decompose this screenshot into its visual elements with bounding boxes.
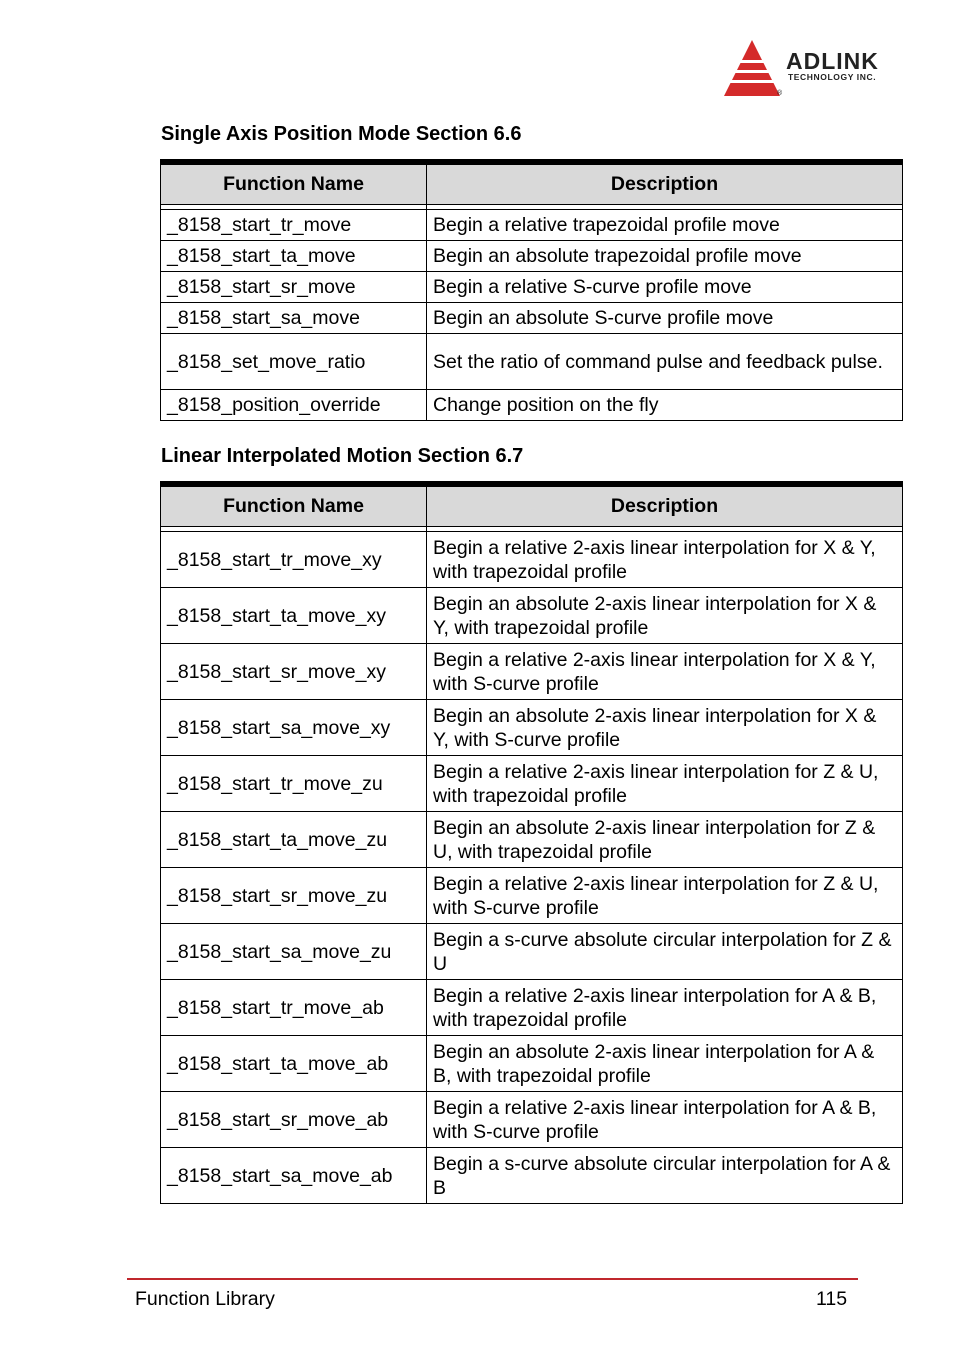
table-row <box>161 700 903 756</box>
description-cell: Change position on the fly <box>427 390 903 421</box>
description-cell: Begin a relative 2-axis linear interpolation for A & B, with trapezoidal profile <box>427 980 903 1036</box>
function-name-cell: _8158_position_override <box>161 390 427 421</box>
table-row <box>161 241 903 272</box>
description-cell: Begin a s-curve absolute circular interpolation for Z & U <box>427 924 903 980</box>
description-cell: Begin an absolute S-curve profile move <box>427 303 903 334</box>
single-axis-function-table <box>160 159 903 421</box>
table-row <box>161 1092 903 1148</box>
column-header-function-name: Function Name <box>161 162 427 205</box>
column-header-function-name: Function Name <box>161 484 427 527</box>
table-row <box>161 980 903 1036</box>
section-title-linear-interpolated: Linear Interpolated Motion Section 6.7 <box>161 445 524 467</box>
function-name-cell: _8158_start_tr_move_zu <box>161 756 427 812</box>
description-cell: Begin a relative 2-axis linear interpolation for Z & U, with S-curve profile <box>427 868 903 924</box>
table-row <box>161 390 903 421</box>
adlink-logo <box>722 38 912 100</box>
column-header-description: Description <box>427 162 903 205</box>
function-name-cell: _8158_set_move_ratio <box>161 334 427 390</box>
description-cell: Begin a relative 2-axis linear interpolation for X & Y, with S-curve profile <box>427 644 903 700</box>
function-name-cell: _8158_start_sa_move_zu <box>161 924 427 980</box>
description-cell: Begin an absolute 2-axis linear interpolation for X & Y, with trapezoidal profile <box>427 588 903 644</box>
table-row <box>161 868 903 924</box>
description-cell: Begin a relative trapezoidal profile move <box>427 210 903 241</box>
table-row <box>161 334 903 390</box>
description-cell: Begin an absolute 2-axis linear interpolation for X & Y, with S-curve profile <box>427 700 903 756</box>
footer-chapter-title: Function Library <box>135 1288 275 1310</box>
description-cell: Begin a relative S-curve profile move <box>427 272 903 303</box>
function-name-cell: _8158_start_tr_move_ab <box>161 980 427 1036</box>
description-cell: Begin an absolute 2-axis linear interpolation for Z & U, with trapezoidal profile <box>427 812 903 868</box>
function-name-cell: _8158_start_sr_move_xy <box>161 644 427 700</box>
table-row <box>161 1036 903 1092</box>
function-name-cell: _8158_start_sa_move_xy <box>161 700 427 756</box>
page-number: 115 <box>816 1288 848 1310</box>
function-name-cell: _8158_start_tr_move_xy <box>161 532 427 588</box>
table-row <box>161 210 903 241</box>
description-cell: Begin an absolute 2-axis linear interpolation for A & B, with trapezoidal profile <box>427 1036 903 1092</box>
description-cell: Begin a s-curve absolute circular interpolation for A & B <box>427 1148 903 1204</box>
function-name-cell: _8158_start_sr_move_ab <box>161 1092 427 1148</box>
logo-wordmark: ADLINK <box>786 48 879 74</box>
function-name-cell: _8158_start_sr_move_zu <box>161 868 427 924</box>
table-row <box>161 644 903 700</box>
linear-interpolation-function-table <box>160 481 903 1204</box>
description-cell: Begin a relative 2-axis linear interpolation for A & B, with S-curve profile <box>427 1092 903 1148</box>
table-row <box>161 1148 903 1204</box>
description-cell: Begin a relative 2-axis linear interpolation for Z & U, with trapezoidal profile <box>427 756 903 812</box>
function-name-cell: _8158_start_sa_move_ab <box>161 1148 427 1204</box>
description-cell: Begin a relative 2-axis linear interpolation for X & Y, with trapezoidal profile <box>427 532 903 588</box>
column-header-description: Description <box>427 484 903 527</box>
table-row <box>161 588 903 644</box>
triangle-logo-icon <box>722 38 782 100</box>
table-row <box>161 812 903 868</box>
function-name-cell: _8158_start_ta_move_xy <box>161 588 427 644</box>
function-name-cell: _8158_start_ta_move_zu <box>161 812 427 868</box>
logo-subtext: TECHNOLOGY INC. <box>788 72 877 82</box>
function-name-cell: _8158_start_sa_move <box>161 303 427 334</box>
footer-divider <box>127 1278 858 1280</box>
table-header-row <box>161 484 903 527</box>
table-row <box>161 532 903 588</box>
table-row <box>161 303 903 334</box>
description-cell: Begin an absolute trapezoidal profile move <box>427 241 903 272</box>
function-name-cell: _8158_start_tr_move <box>161 210 427 241</box>
table-header-row <box>161 162 903 205</box>
table-row <box>161 924 903 980</box>
function-name-cell: _8158_start_sr_move <box>161 272 427 303</box>
table-row <box>161 756 903 812</box>
section-title-single-axis: Single Axis Position Mode Section 6.6 <box>161 123 522 145</box>
registered-mark: ® <box>777 90 783 97</box>
table-row <box>161 272 903 303</box>
function-name-cell: _8158_start_ta_move <box>161 241 427 272</box>
function-name-cell: _8158_start_ta_move_ab <box>161 1036 427 1092</box>
description-cell: Set the ratio of command pulse and feedback pulse. <box>427 334 903 390</box>
